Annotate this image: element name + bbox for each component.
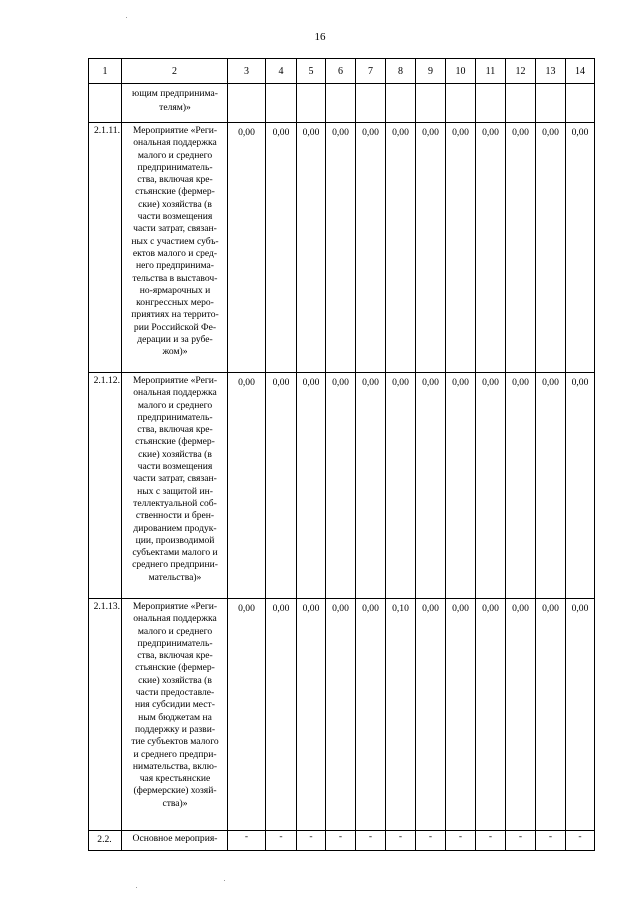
value-cell: 0,00 bbox=[416, 599, 446, 831]
value-cell: 0,00 bbox=[326, 373, 356, 599]
value-cell: 0,00 bbox=[446, 373, 476, 599]
column-header: 2 bbox=[122, 59, 228, 84]
value-cell: 0,00 bbox=[446, 599, 476, 831]
table-row bbox=[89, 599, 595, 831]
value-cell: 0,00 bbox=[446, 123, 476, 373]
scan-speck bbox=[126, 17, 127, 18]
value-cell bbox=[476, 84, 506, 123]
value-cell bbox=[266, 84, 297, 123]
data-table bbox=[88, 58, 595, 851]
value-cell: 0,00 bbox=[297, 123, 326, 373]
value-cell bbox=[536, 84, 566, 123]
value-cell: 0,00 bbox=[416, 373, 446, 599]
value-cell: 0,00 bbox=[297, 373, 326, 599]
value-cell: 0,00 bbox=[416, 123, 446, 373]
value-cell bbox=[506, 84, 536, 123]
value-cell bbox=[297, 84, 326, 123]
value-cell: 0,00 bbox=[326, 599, 356, 831]
value-cell: 0,00 bbox=[228, 123, 266, 373]
value-cell: 0,00 bbox=[506, 599, 536, 831]
value-cell: 0,00 bbox=[536, 123, 566, 373]
row-title: ющим предпринима- телям)» bbox=[122, 84, 228, 123]
value-cell: - bbox=[266, 831, 297, 851]
value-cell: 0,00 bbox=[386, 373, 416, 599]
value-cell: 0,00 bbox=[476, 373, 506, 599]
value-cell: 0,00 bbox=[506, 373, 536, 599]
column-header: 4 bbox=[266, 59, 297, 84]
value-cell: 0,00 bbox=[356, 599, 386, 831]
value-cell: 0,00 bbox=[356, 123, 386, 373]
column-header: 10 bbox=[446, 59, 476, 84]
column-header: 11 bbox=[476, 59, 506, 84]
data-table-container bbox=[88, 58, 594, 851]
column-header: 7 bbox=[356, 59, 386, 84]
value-cell: 0,00 bbox=[266, 123, 297, 373]
row-title: Мероприятие «Реги- ональная поддержка малого и среднего предприниматель- ства, включая кре- стьянские (фермер- ские) хозяйства (в части предоставле- ния субсидии мест- ным бюджетам на поддержку и разви- тие субъектов малого и среднего предпри- нимательства, вклю- чая крестьянские (фермерские) хозяй- ства)» bbox=[122, 599, 228, 831]
value-cell: - bbox=[476, 831, 506, 851]
value-cell: 0,00 bbox=[266, 599, 297, 831]
value-cell bbox=[228, 84, 266, 123]
value-cell: 0,00 bbox=[228, 373, 266, 599]
column-header: 14 bbox=[566, 59, 595, 84]
header-row bbox=[89, 59, 595, 84]
value-cell: - bbox=[446, 831, 476, 851]
value-cell: 0,00 bbox=[566, 123, 595, 373]
value-cell: - bbox=[566, 831, 595, 851]
column-header: 8 bbox=[386, 59, 416, 84]
value-cell bbox=[386, 84, 416, 123]
value-cell: - bbox=[386, 831, 416, 851]
value-cell: - bbox=[416, 831, 446, 851]
value-cell: 0,10 bbox=[386, 599, 416, 831]
page-number: 16 bbox=[314, 31, 326, 43]
value-cell: 0,00 bbox=[356, 373, 386, 599]
value-cell: 0,00 bbox=[566, 599, 595, 831]
row-title: Основное мероприя- bbox=[122, 831, 228, 851]
table-row bbox=[89, 84, 595, 123]
column-header: 6 bbox=[326, 59, 356, 84]
value-cell: 0,00 bbox=[297, 599, 326, 831]
value-cell: - bbox=[356, 831, 386, 851]
value-cell bbox=[326, 84, 356, 123]
value-cell: 0,00 bbox=[536, 599, 566, 831]
value-cell: 0,00 bbox=[266, 373, 297, 599]
value-cell: 0,00 bbox=[536, 373, 566, 599]
row-title: Мероприятие «Реги- ональная поддержка малого и среднего предприниматель- ства, включая кре- стьянские (фермер- ские) хозяйства (в части возмещения части затрат, связан- ных с участием субъ- ектов малого и сред- него предпринима- тельства в выставоч- но-ярмарочных и конгрессных меро- приятиях на террито- рии Российской Фе- дерации и за рубе- жом)» bbox=[122, 123, 228, 373]
value-cell bbox=[566, 84, 595, 123]
row-number bbox=[89, 84, 122, 123]
value-cell: - bbox=[326, 831, 356, 851]
scan-speck bbox=[224, 880, 225, 881]
value-cell bbox=[356, 84, 386, 123]
column-header: 12 bbox=[506, 59, 536, 84]
table-row bbox=[89, 831, 595, 851]
value-cell bbox=[416, 84, 446, 123]
row-number: 2.2. bbox=[89, 831, 122, 851]
table-row bbox=[89, 373, 595, 599]
row-number: 2.1.13. bbox=[89, 599, 122, 831]
column-header: 13 bbox=[536, 59, 566, 84]
table-row bbox=[89, 123, 595, 373]
value-cell: 0,00 bbox=[476, 123, 506, 373]
column-header: 1 bbox=[89, 59, 122, 84]
value-cell: 0,00 bbox=[386, 123, 416, 373]
value-cell: - bbox=[536, 831, 566, 851]
row-title: Мероприятие «Реги- ональная поддержка малого и среднего предприниматель- ства, включая кре- стьянские (фермер- ские) хозяйства (в части возмещения части затрат, связан- ных с защитой ин- теллектуальной соб- ственности и брен- дированием продук- ции, производимой субъектами малого и среднего предприни- мательства)» bbox=[122, 373, 228, 599]
value-cell bbox=[446, 84, 476, 123]
row-number: 2.1.12. bbox=[89, 373, 122, 599]
column-header: 3 bbox=[228, 59, 266, 84]
row-number: 2.1.11. bbox=[89, 123, 122, 373]
value-cell: 0,00 bbox=[228, 599, 266, 831]
value-cell: - bbox=[297, 831, 326, 851]
value-cell: 0,00 bbox=[476, 599, 506, 831]
column-header: 5 bbox=[297, 59, 326, 84]
scan-speck bbox=[136, 887, 137, 888]
value-cell: - bbox=[228, 831, 266, 851]
value-cell: 0,00 bbox=[506, 123, 536, 373]
column-header: 9 bbox=[416, 59, 446, 84]
value-cell: 0,00 bbox=[326, 123, 356, 373]
value-cell: - bbox=[506, 831, 536, 851]
value-cell: 0,00 bbox=[566, 373, 595, 599]
